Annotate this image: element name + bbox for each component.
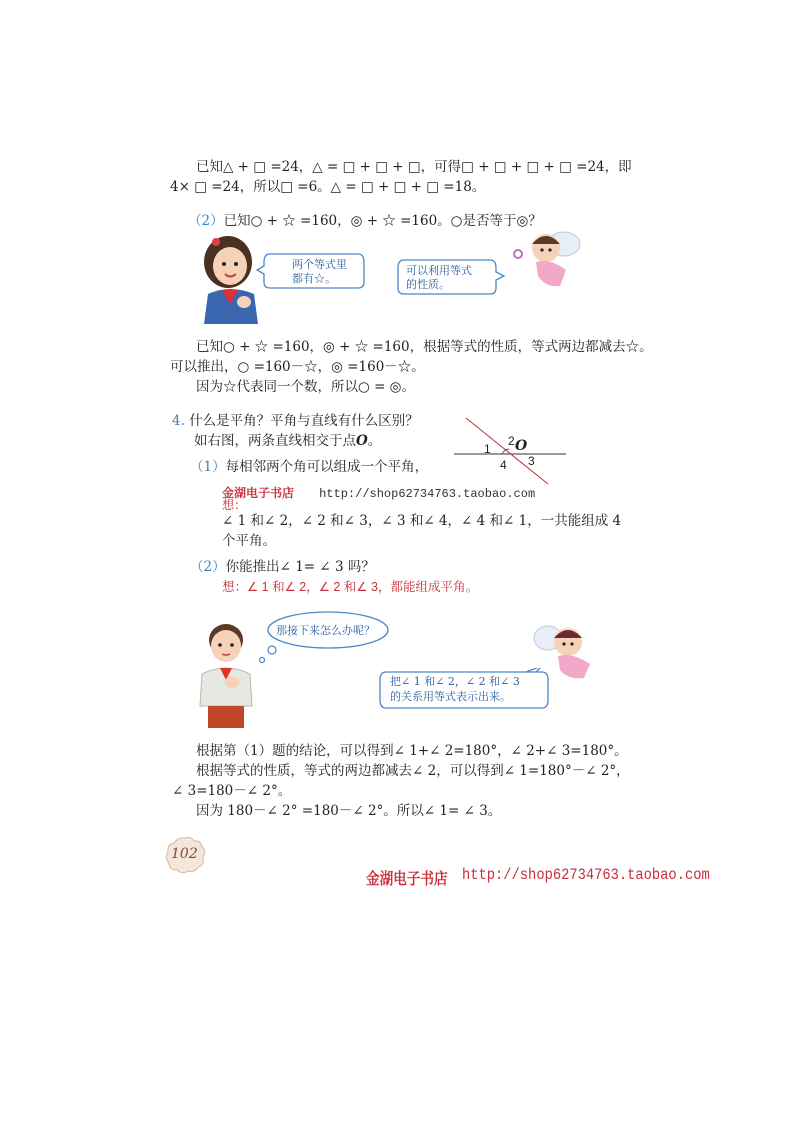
angle-label-3: 3 bbox=[528, 454, 535, 468]
answer-line: 可以推出，○ =160－☆，◎ =160－☆。 bbox=[170, 359, 425, 375]
watermark-store: 金湖电子书店 bbox=[222, 486, 295, 500]
hint-line: 想：∠ 1 和∠ 2，∠ 2 和∠ 3，都能组成平角。 bbox=[222, 580, 478, 594]
watermark-url-big: http://shop62734763.taobao.com bbox=[462, 866, 710, 884]
sub-number: （1） bbox=[190, 459, 226, 475]
angel-illustration bbox=[510, 226, 582, 292]
intro-suffix: 。 bbox=[367, 433, 382, 449]
page-number: 102 bbox=[171, 846, 198, 862]
answer-line: 个平角。 bbox=[222, 533, 276, 549]
answer-line: 已知○ + ☆ =160，◎ + ☆ =160，根据等式的性质，等式两边都减去☆。 bbox=[196, 339, 653, 355]
question-text: 已知○ + ☆ =160，◎ + ☆ =160。○是否等于◎？ bbox=[223, 213, 542, 229]
sub-text: 每相邻两个角可以组成一个平角， bbox=[225, 459, 429, 475]
conclusion-line: 根据等式的性质，等式的两边都减去∠ 2，可以得到∠ 1=180°－∠ 2°， bbox=[196, 763, 630, 779]
angle-label-4: 4 bbox=[500, 458, 507, 472]
conclusion-line: 根据第（1）题的结论，可以得到∠ 1+∠ 2=180°，∠ 2+∠ 3=180°。 bbox=[196, 743, 628, 759]
angle-label-2: 2 bbox=[508, 434, 515, 448]
text-line: 4× □ =24，所以□ =6。△ = □ + □ + □ =18。 bbox=[170, 179, 486, 195]
sub-question-1 bbox=[190, 458, 428, 476]
intro-prefix: 如右图，两条直线相交于点 bbox=[194, 433, 356, 449]
sub-number: （2） bbox=[190, 559, 226, 575]
sub-question-2 bbox=[190, 558, 375, 576]
angle-label-1: 1 bbox=[484, 442, 491, 456]
question-text: 什么是平角？平角与直线有什么区别？ bbox=[189, 413, 419, 429]
watermark-store-big: 金湖电子书店 bbox=[366, 871, 448, 888]
text-line: 已知△ + □ =24，△ = □ + □ + □，可得□ + □ + □ + □ =24，即 bbox=[196, 159, 632, 175]
answer-line: ∠ 1 和∠ 2，∠ 2 和∠ 3，∠ 3 和∠ 4，∠ 4 和∠ 1，一共能组成 4 bbox=[222, 513, 622, 529]
bubble-line: 那接下来怎么办呢？ bbox=[276, 624, 375, 637]
intro-line bbox=[194, 432, 381, 450]
bubble-line: 两个等式里 bbox=[292, 258, 347, 271]
question-number: 4. bbox=[172, 413, 185, 429]
bubble-line: 的关系用等式表示出来。 bbox=[390, 690, 511, 703]
point-label-o: O bbox=[515, 438, 528, 454]
bubble-line: 可以利用等式 bbox=[406, 264, 472, 277]
sub-text: 你能推出∠ 1= ∠ 3 吗？ bbox=[225, 559, 375, 575]
boy-illustration bbox=[194, 620, 260, 732]
bubble-line: 的性质。 bbox=[406, 278, 450, 291]
hint-label: 想： bbox=[222, 498, 247, 512]
conclusion-line: ∠ 3=180－∠ 2°。 bbox=[172, 783, 292, 799]
question-2 bbox=[188, 212, 542, 230]
boy-thought-bubble bbox=[252, 608, 392, 668]
diagonal-line bbox=[466, 418, 548, 484]
question-4 bbox=[172, 412, 419, 430]
intersecting-lines-diagram bbox=[450, 412, 570, 488]
watermark-small bbox=[222, 482, 535, 502]
point-o: O bbox=[356, 433, 368, 449]
conclusion-line: 因为 180－∠ 2° =180－∠ 2°。所以∠ 1= ∠ 3。 bbox=[196, 803, 502, 819]
watermark-url: http://shop62734763.taobao.com bbox=[319, 487, 536, 501]
bubble-line: 把∠ 1 和∠ 2，∠ 2 和∠ 3 bbox=[390, 675, 520, 688]
bubble-line: 都有☆。 bbox=[292, 272, 336, 285]
question-number: （2） bbox=[188, 213, 224, 229]
answer-line: 因为☆代表同一个数，所以○ = ◎。 bbox=[196, 379, 415, 395]
